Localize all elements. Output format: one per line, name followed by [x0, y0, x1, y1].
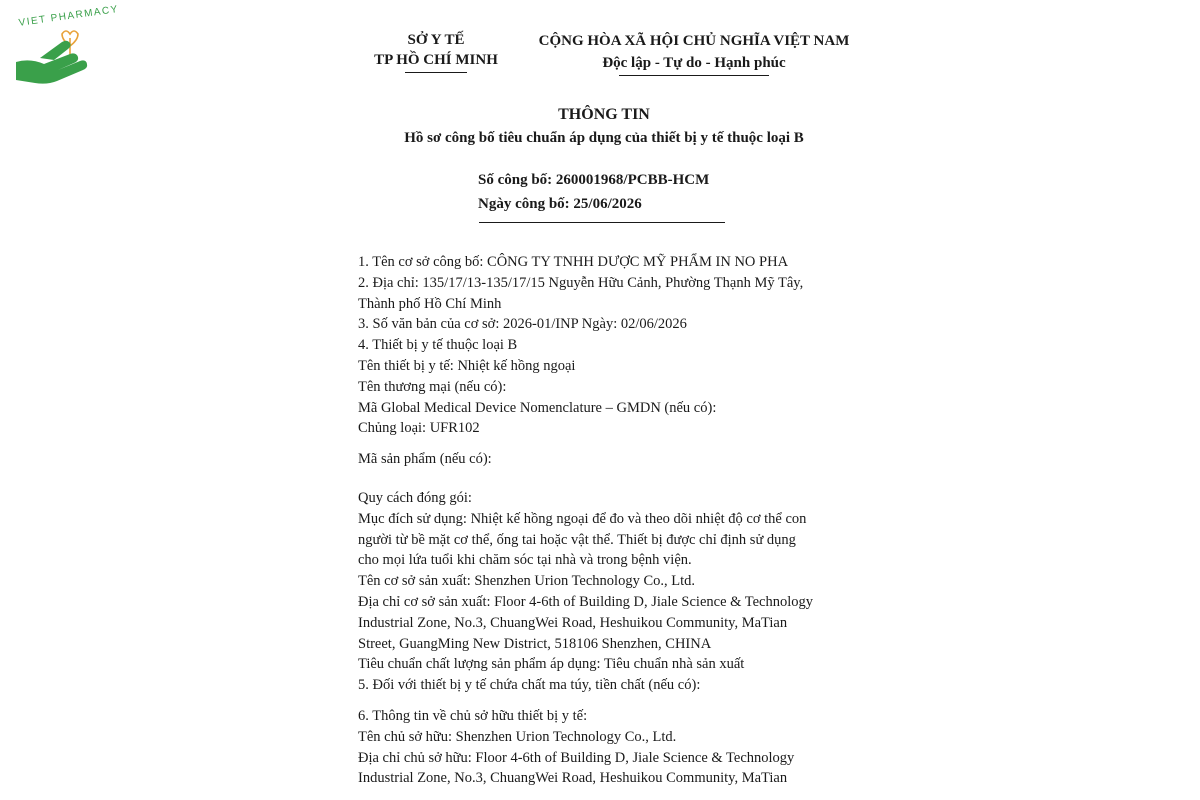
body-line: người từ bề mặt cơ thể, ống tai hoặc vật thể. Thiết bị được chỉ định sử dụng	[358, 531, 796, 548]
body-line: 3. Số văn bản của cơ sở: 2026-01/INP Ngày: 02/06/2026	[358, 316, 687, 333]
issuing-authority	[358, 30, 514, 73]
viet-pharmacy-logo	[10, 3, 130, 92]
announcement-number: Số công bố: 260001968/PCBB-HCM	[478, 172, 710, 188]
authority-line2: TP HỒ CHÍ MINH	[374, 52, 498, 68]
title-main: THÔNG TIN	[558, 106, 650, 123]
body-line: Industrial Zone, No.3, ChuangWei Road, Heshuikou Community, MaTian	[358, 770, 788, 787]
motto-underline	[619, 75, 769, 76]
brand-name: VIET PHARMACY	[18, 3, 120, 29]
title-divider	[479, 222, 725, 223]
authority-line1: SỞ Y TẾ	[407, 32, 465, 48]
body-line: Quy cách đóng gói:	[358, 489, 472, 506]
body-line: Tên thiết bị y tế: Nhiệt kế hồng ngoại	[358, 357, 576, 374]
authority-underline	[405, 72, 467, 73]
body-line: Tiêu chuẩn chất lượng sản phẩm áp dụng: Tiêu chuẩn nhà sản xuất	[358, 656, 745, 673]
announcement-meta	[478, 168, 738, 216]
body-line: Địa chỉ cơ sở sản xuất: Floor 4-6th of Building D, Jiale Science & Technology	[358, 593, 814, 610]
body-line: Street, GuangMing New District, 518106 Shenzhen, CHINA	[358, 635, 712, 652]
body-line: Industrial Zone, No.3, ChuangWei Road, Heshuikou Community, MaTian	[358, 614, 788, 631]
motto-line1: CỘNG HÒA XÃ HỘI CHỦ NGHĨA VIỆT NAM	[538, 33, 850, 49]
body-line: Mã sản phẩm (nếu có):	[358, 451, 492, 468]
body-line: 5. Đối với thiết bị y tế chứa chất ma túy, tiền chất (nếu có):	[358, 677, 701, 694]
title-sub: Hồ sơ công bố tiêu chuẩn áp dụng của thiết bị y tế thuộc loại B	[404, 130, 804, 146]
body-line: Địa chỉ chủ sở hữu: Floor 4-6th of Building D, Jiale Science & Technology	[358, 749, 795, 766]
document-title	[358, 104, 850, 150]
body-line: Mã Global Medical Device Nomenclature – GMDN (nếu có):	[358, 399, 717, 416]
body-line: Thành phố Hồ Chí Minh	[358, 295, 502, 312]
body-line: Tên cơ sở sản xuất: Shenzhen Urion Technology Co., Ltd.	[358, 573, 696, 590]
national-motto	[536, 30, 852, 76]
body-line: Tên chủ sở hữu: Shenzhen Urion Technology Co., Ltd.	[358, 728, 677, 745]
motto-line2: Độc lập - Tự do - Hạnh phúc	[602, 55, 786, 71]
body-line: Chủng loại: UFR102	[358, 420, 480, 437]
body-line: 6. Thông tin về chủ sở hữu thiết bị y tế:	[358, 707, 588, 724]
body-line: Tên thương mại (nếu có):	[358, 378, 507, 395]
body-line: cho mọi lứa tuổi khi chăm sóc tại nhà và trong bệnh viện.	[358, 552, 692, 569]
body-line: Mục đích sử dụng: Nhiệt kế hồng ngoại để đo và theo dõi nhiệt độ cơ thể con	[358, 510, 807, 527]
body-line: 1. Tên cơ sở công bố: CÔNG TY TNHH DƯỢC MỸ PHẨM IN NO PHA	[358, 254, 789, 270]
body-line: 2. Địa chỉ: 135/17/13-135/17/15 Nguyễn Hữu Cảnh, Phường Thạnh Mỹ Tây,	[358, 274, 804, 291]
body-line: 4. Thiết bị y tế thuộc loại B	[358, 337, 518, 354]
announcement-date: Ngày công bố: 25/06/2026	[478, 196, 642, 212]
document-body	[358, 252, 858, 789]
